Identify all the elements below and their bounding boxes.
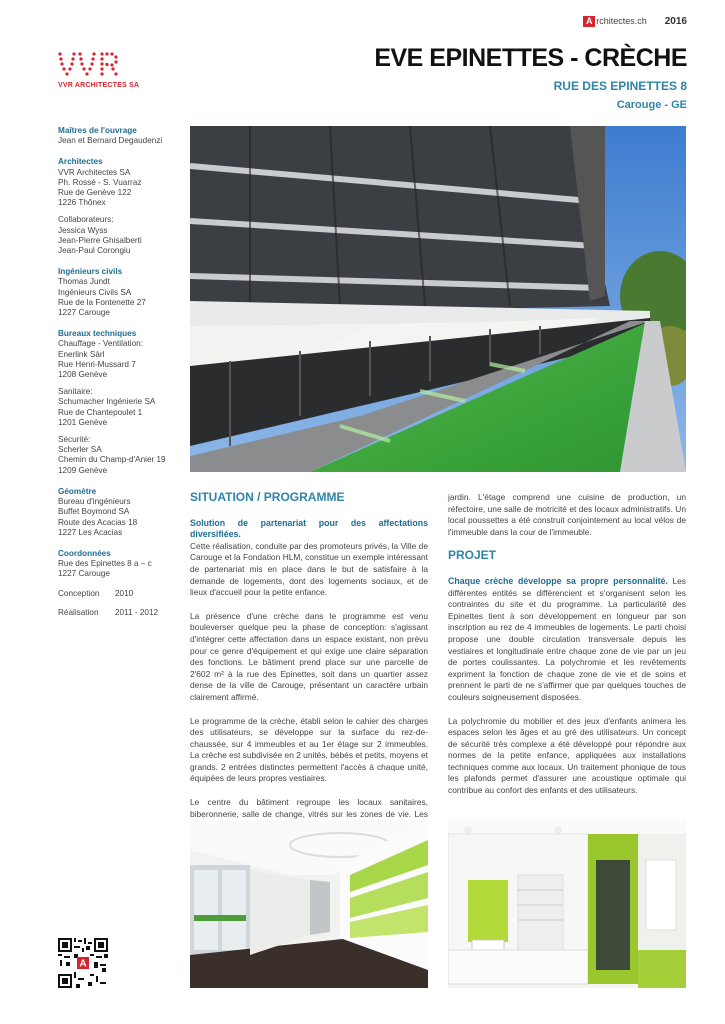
credits-line: 1227 Carouge — [58, 569, 110, 579]
conception-label: Conception — [58, 588, 100, 598]
vvr-logo-dots — [58, 52, 117, 75]
projet-heading: PROJET — [448, 548, 497, 563]
realisation-label: Réalisation — [58, 607, 99, 617]
article-column-2 — [448, 492, 686, 809]
credits-ingenieurs — [58, 267, 183, 318]
credits-line: Rue Henri-Mussard 7 — [58, 359, 136, 369]
credits-coordonnees — [58, 549, 183, 618]
brand-mark-icon: A — [583, 16, 595, 27]
credits-geometre — [58, 487, 183, 538]
projet-paragraph-1: Les différentes entités se différencient et s'organisent selon les contraintes du site et du programme. La particularité des Epinettes tient à son développement en longueur par son inscription au rez de 4 immeubles de logements. Le parti choisi propose une double circulation transversale depuis les vestiaires et longitudinale entre chaque zone de vie par un jeu de portes coulissantes. La polychromie et les revêtements expriment la fonction de chaque zone de vie et de soins et prennent le parti de ne s'affirmer que par quelques touches de couleurs soigneusement disposées. — [448, 575, 686, 702]
credits-line: 1208 Genève — [58, 370, 108, 380]
exterior-illustration — [190, 126, 686, 472]
conception-row — [58, 589, 183, 599]
credits-line: Jean-Paul Corongiu — [58, 246, 131, 256]
credits-line: Chemin du Champ-d'Anier 19 — [58, 455, 166, 465]
credits-line: Sanitaire: — [58, 387, 93, 397]
credits-maitres — [58, 126, 183, 146]
spacer — [58, 599, 183, 608]
credits-line: 1227 Carouge — [58, 308, 110, 318]
realisation-value: 2011 - 2012 — [115, 607, 159, 617]
credits-line: 1227 Les Acacias — [58, 527, 123, 537]
issue-year: 2016 — [664, 16, 687, 27]
credits-line: Rue des Epinettes 8 a – c — [58, 559, 152, 569]
situation-paragraph-1: Cette réalisation, conduite par des promoteurs privés, la Ville de Carouge et la Fondation HLM, constitue un exemple intéressant de partenariat mis en place dans le but de satisfaire à la demande de logements, dont des logements sociaux, et de lieux d'accueil pour la petite enfance. — [190, 540, 428, 598]
interior-corridor-illustration — [190, 820, 428, 988]
credits-securite — [58, 435, 183, 476]
qr-code-icon — [58, 938, 108, 988]
projet-paragraph-2: La polychromie du mobilier et des jeux d'enfants animera les espaces selon les âges et au gré des utilisateurs. Un concept de sécurité très complexe a été développé pour répondre aux normes de la petite enfance, appliquées aux installations techniques comme aux locaux. Un traitement phonique de tous les plafonds permet d'assurer une acoustique optimale qui contribue au confort des enfants et des utilisateurs. — [448, 715, 686, 796]
credits-line: Jean-Pierre Ghisalberti — [58, 235, 142, 245]
location: Carouge - GE — [616, 99, 687, 111]
credits-line: Rue de Chantepoulet 1 — [58, 407, 143, 417]
credits-line: Jean et Bernard Degaudenzi — [58, 136, 163, 146]
photo-interior-corridor — [190, 820, 428, 988]
credits-line: 1226 Thônex — [58, 198, 106, 208]
credits-head: Maîtres de l'ouvrage — [58, 126, 137, 135]
credits-line: 1209 Genève — [58, 465, 108, 475]
credits-line: 1201 Genève — [58, 417, 108, 427]
credits-line: Collaborateurs: — [58, 215, 114, 225]
realisation-row — [58, 608, 183, 618]
credits-collaborateurs — [58, 215, 183, 256]
logo-subtitle: VVR ARCHITECTES SA — [58, 82, 140, 89]
credits-line: Rue de Genève 122 — [58, 188, 132, 198]
credits-line: Ingénieurs Civils SA — [58, 287, 132, 297]
conception-value: 2010 — [115, 588, 134, 598]
credits-line: Bureau d'ingénieurs — [58, 497, 131, 507]
credits-sanitaire — [58, 387, 183, 428]
top-bar — [583, 16, 687, 27]
credits-bureaux — [58, 329, 183, 476]
credits-line: Rue de la Fontenette 27 — [58, 297, 146, 307]
spacer — [58, 580, 183, 589]
credits-sidebar — [58, 126, 183, 629]
vvr-logo-icon — [58, 52, 124, 78]
page-title: EVE EPINETTES - CRÈCHE — [374, 44, 687, 72]
qr-code[interactable] — [58, 938, 108, 988]
credits-architectes — [58, 157, 183, 256]
credits-head: Géomètre — [58, 486, 97, 496]
situation-lead: Solution de partenariat pour des affectations diversifiées. — [190, 517, 428, 540]
credits-line: Route des Acacias 18 — [58, 517, 138, 527]
projet-lead: Chaque crèche développe sa propre personnalité. — [448, 575, 668, 586]
situation-paragraph-5: jardin. L'étage comprend une cuisine de production, un réfectoire, une salle de motricité et des locaux administratifs. Un local poussettes a été construit conjointement au local vélos de l'immeuble dans la cour de l'immeuble. — [448, 492, 686, 537]
publication-brand[interactable] — [583, 16, 647, 27]
credits-line: Schumacher Ingénierie SA — [58, 397, 156, 407]
credits-line: Buffet Boymond SA — [58, 507, 130, 517]
credits-line: Scherler SA — [58, 445, 102, 455]
credits-line: Ph. Rossé - S. Vuarraz — [58, 177, 142, 187]
title-block — [374, 44, 687, 111]
credits-line: Thomas Jundt — [58, 277, 110, 287]
credits-head: Coordonnées — [58, 548, 111, 558]
credits-head: Bureaux techniques — [58, 329, 137, 339]
article-column-1 — [190, 492, 428, 855]
situation-heading: SITUATION / PROGRAMME — [190, 490, 345, 504]
credits-line: Chauffage - Ventilation: — [58, 339, 143, 349]
situation-paragraph-2: La présence d'une crèche dans le programme est venu bouleverser quelque peu la phase de conception: s'agissant d'intégrer cette affectation dans un espace existant, non prévu pour ce genre d'équipement et qui exige une claire séparation des fonctions. Le bâtiment prend place sur une parcelle de 2'602 m² à la rue des Epinettes, soit dans un quartier assez dense de la ville de Carouge, présentant un caractère urbain clairement affirmé. — [190, 610, 428, 702]
credits-line: Jessica Wyss — [58, 225, 108, 235]
credits-head: Ingénieurs civils — [58, 267, 123, 277]
situation-paragraph-3: Le programme de la crèche, établi selon le cahier des charges des utilisateurs, se développe sur la surface du rez-de-chaussée, sur 4 immeubles et au 1er étage sur 2 immeubles. La crèche est subdivisée en 2 unités, bébés et petits, moyens et grands. 2 entrées distinctes permettent l'accès à chaque unité, équipées de leurs propres vestiaires. — [190, 715, 428, 784]
credits-line: VVR Architectes SA — [58, 167, 131, 177]
interior-room-illustration — [448, 820, 686, 988]
brand-name: rchitectes.ch — [596, 16, 647, 26]
photo-exterior — [190, 126, 686, 472]
credits-line: Sécurité: — [58, 435, 91, 445]
credits-line: Enerlink Sàrl — [58, 349, 105, 359]
svg-text:A: A — [79, 958, 87, 970]
photo-interior-room — [448, 820, 686, 988]
vvr-logo — [58, 52, 139, 89]
credits-head: Architectes — [58, 157, 103, 167]
situation-paragraph-4: Le centre du bâtiment regroupe les locaux sanitaires, biberonnerie, salle de change, vitrés sur les zones de vie. Les — [190, 797, 428, 819]
address: RUE DES EPINETTES 8 — [553, 79, 687, 93]
